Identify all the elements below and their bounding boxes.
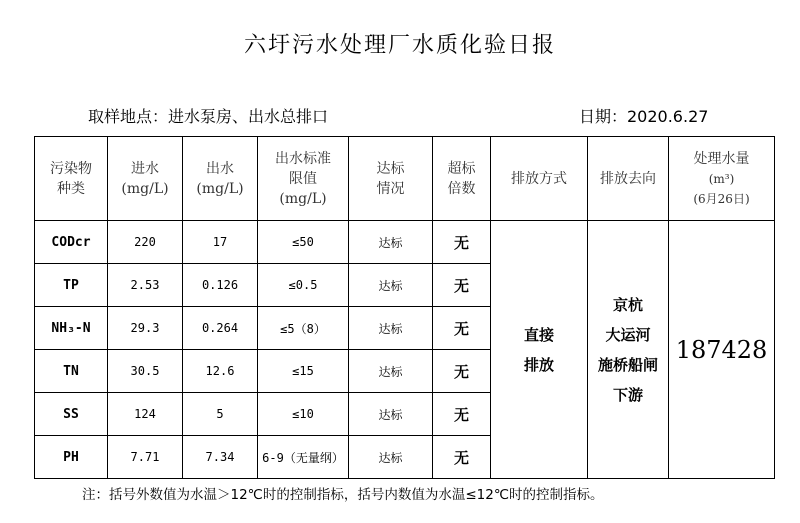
pollutant-name: SS	[35, 393, 108, 436]
header-method: 排放方式	[491, 137, 588, 221]
status-value: 达标	[349, 307, 433, 350]
water-quality-table	[34, 136, 775, 479]
inflow-value: 7.71	[108, 436, 183, 479]
exceed-value: 无	[433, 436, 491, 479]
header-row	[35, 137, 775, 221]
outflow-value: 0.264	[183, 307, 258, 350]
status-value: 达标	[349, 436, 433, 479]
limit-value: 6-9（无量纲）	[258, 436, 349, 479]
pollutant-name: TN	[35, 350, 108, 393]
status-value: 达标	[349, 393, 433, 436]
header-inflow: 进水 (mg/L)	[108, 137, 183, 221]
pollutant-name: CODcr	[35, 221, 108, 264]
header-outflow: 出水 (mg/L)	[183, 137, 258, 221]
inflow-value: 124	[108, 393, 183, 436]
inflow-value: 220	[108, 221, 183, 264]
pollutant-name: PH	[35, 436, 108, 479]
exceed-value: 无	[433, 307, 491, 350]
header-exceed: 超标 倍数	[433, 137, 491, 221]
header-limit: 出水标准 限值 (mg/L)	[258, 137, 349, 221]
exceed-value: 无	[433, 221, 491, 264]
exceed-value: 无	[433, 393, 491, 436]
header-volume: 处理水量 (m³) (6月26日)	[669, 137, 775, 221]
outflow-value: 5	[183, 393, 258, 436]
outflow-value: 17	[183, 221, 258, 264]
limit-value: ≤5（8）	[258, 307, 349, 350]
header-direction: 排放去向	[588, 137, 669, 221]
inflow-value: 29.3	[108, 307, 183, 350]
status-value: 达标	[349, 350, 433, 393]
exceed-value: 无	[433, 350, 491, 393]
treated-volume: 187428	[669, 221, 775, 479]
outflow-value: 7.34	[183, 436, 258, 479]
report-title: 六圩污水处理厂水质化验日报	[243, 33, 556, 58]
limit-value: ≤15	[258, 350, 349, 393]
outflow-value: 0.126	[183, 264, 258, 307]
inflow-value: 30.5	[108, 350, 183, 393]
report-date: 日期：2020.6.27	[579, 107, 709, 126]
header-status: 达标 情况	[349, 137, 433, 221]
discharge-direction: 京杭 大运河 施桥船闸 下游	[588, 221, 669, 479]
inflow-value: 2.53	[108, 264, 183, 307]
sampling-location: 取样地点：进水泵房、出水总排口	[88, 107, 329, 126]
table-row	[35, 221, 775, 264]
pollutant-name: TP	[35, 264, 108, 307]
footnote: 注：括号外数值为水温＞12℃时的控制指标，括号内数值为水温≤12℃时的控制指标。	[82, 487, 604, 503]
limit-value: ≤0.5	[258, 264, 349, 307]
exceed-value: 无	[433, 264, 491, 307]
header-pollutant: 污染物 种类	[35, 137, 108, 221]
discharge-method: 直接 排放	[491, 221, 588, 479]
status-value: 达标	[349, 264, 433, 307]
limit-value: ≤50	[258, 221, 349, 264]
pollutant-name: NH₃-N	[35, 307, 108, 350]
status-value: 达标	[349, 221, 433, 264]
limit-value: ≤10	[258, 393, 349, 436]
outflow-value: 12.6	[183, 350, 258, 393]
